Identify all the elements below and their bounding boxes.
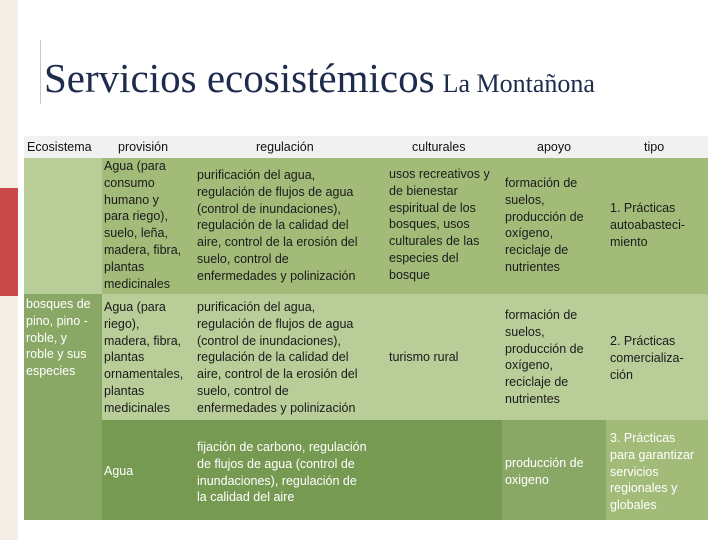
row1-tipo-text: 1. Prácticas autoabasteci- miento [610, 201, 686, 249]
row3-regulacion-text: fijación de carbono, regulación de flujos de agua (control de inundaciones), regulación de la calidad del aire [197, 440, 367, 505]
side-stripe-accent [0, 188, 18, 296]
row2-apoyo-text: formación de suelos, producción de oxígeno, reciclaje de nutrientes [505, 308, 584, 406]
title-rule [40, 40, 41, 104]
slide-title-sub: La Montañona [442, 69, 595, 98]
row2-tipo-text: 2. Prácticas comercializa- ción [610, 334, 684, 382]
row1-provision-text: Agua (para consumo humano y para riego), suelo, leña, madera, fibra, plantas medicinales [104, 159, 182, 291]
row2-regulacion-text: purificación del agua, regulación de flujos de agua (control de inundaciones), regulación de la calidad del aire, control de la erosión del suelo, control de enfermedades y polinización [197, 300, 358, 415]
header-regulacion: regulación [256, 140, 314, 154]
row1-ecosistema-cell [24, 158, 102, 294]
row2-culturales-text: turismo rural [389, 350, 459, 364]
slide-title [44, 55, 595, 101]
row1-regulacion-text: purificación del agua, regulación de flujos de agua (control de inundaciones), regulación de la calidad del aire, control de la erosión del suelo, control de enfermedades y polinización [197, 168, 358, 283]
side-stripe-bottom [0, 296, 18, 540]
header-culturales: culturales [412, 140, 466, 154]
row2-ecosistema-text: bosques de pino, pino - roble, y roble y sus especies [26, 297, 91, 379]
row3-culturales-cell [386, 420, 502, 520]
header-provision: provisión [118, 140, 169, 154]
row3-tipo-text: 3. Prácticas para garantizar servicios regionales y globales [610, 431, 695, 513]
row3-provision-text: Agua [104, 464, 134, 478]
side-stripe-top [0, 0, 18, 188]
header-apoyo: apoyo [537, 140, 572, 154]
row1-culturales-text: usos recreativos y de bienestar espiritual de los bosques, usos culturales de las especies del bosque [389, 167, 490, 282]
row2-provision-text: Agua (para riego), madera, fibra, plantas ornamentales, plantas medicinales [104, 300, 184, 415]
header-tipo: tipo [644, 140, 665, 154]
slide-title-main: Servicios ecosistémicos [44, 55, 435, 101]
header-ecosistema: Ecosistema [27, 140, 92, 154]
row1-apoyo-text: formación de suelos, producción de oxígeno, reciclaje de nutrientes [505, 176, 584, 274]
row3-apoyo-text: producción de oxigeno [505, 456, 584, 487]
